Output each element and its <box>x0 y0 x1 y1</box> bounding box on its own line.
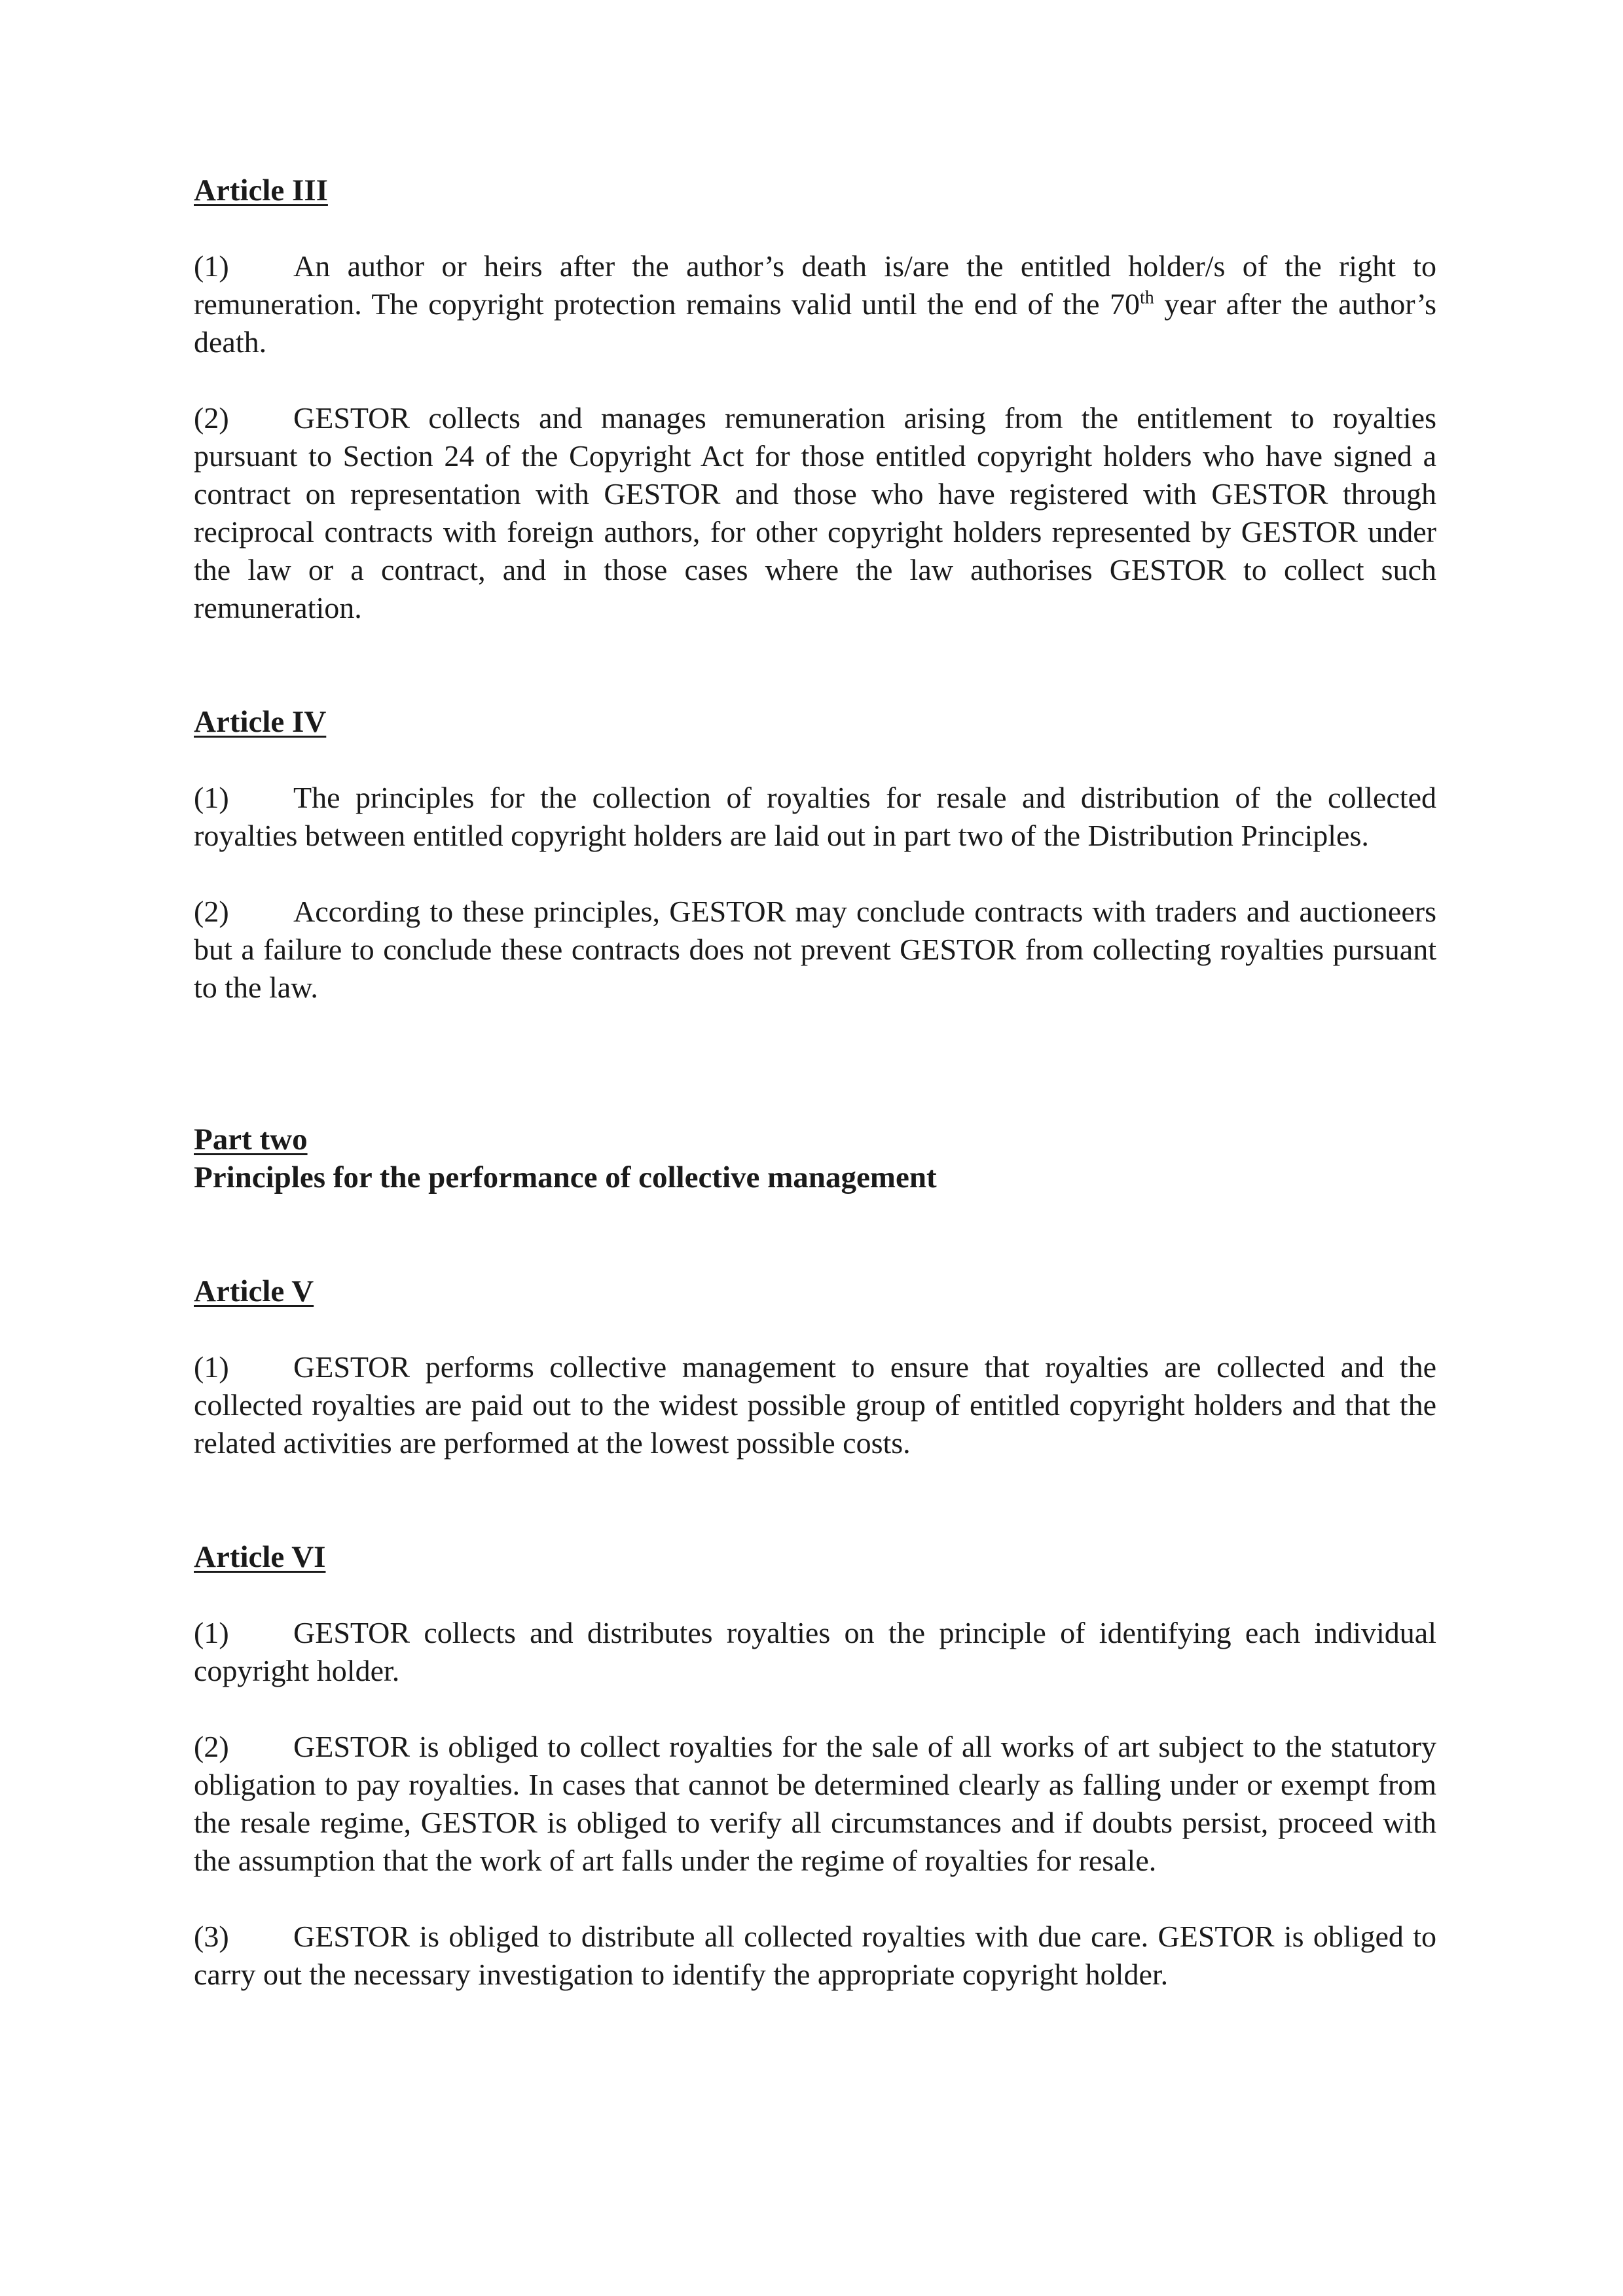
paragraph-number: (1) <box>194 1350 229 1384</box>
article-v-heading: Article V <box>194 1274 314 1308</box>
paragraph-text: According to these principles, GESTOR may conclude contracts with traders and auctioneers but a failure to conclude these contracts does not prevent GESTOR from collecting royalties pursuant to the law. <box>194 895 1436 1004</box>
paragraph-text: GESTOR is obliged to distribute all collected royalties with due care. GESTOR is obliged to carry out the necessary investigation to identify the appropriate copyright holder. <box>194 1920 1436 1991</box>
article-iv-paragraph-1 <box>194 779 1436 855</box>
article-iv-heading: Article IV <box>194 705 327 739</box>
article-vi-paragraph-3 <box>194 1918 1436 1994</box>
article-v-paragraph-1 <box>194 1348 1436 1462</box>
article-iii-paragraph-2 <box>194 399 1436 627</box>
paragraph-text-cont: year after the author’s death. <box>194 287 1437 359</box>
paragraph-text: The principles for the collection of royalties for resale and distribution of the collected royalties between entitled copyright holders are laid out in part two of the Distribution Principles. <box>194 781 1436 852</box>
article-iv-paragraph-2 <box>194 893 1436 1007</box>
article-iii-heading: Article III <box>194 173 328 207</box>
paragraph-number: (3) <box>194 1920 229 1953</box>
paragraph-number: (2) <box>194 1730 229 1763</box>
article-vi-paragraph-2 <box>194 1728 1436 1880</box>
paragraph-number: (1) <box>194 249 229 283</box>
article-vi-paragraph-1 <box>194 1614 1436 1690</box>
paragraph-text: GESTOR collects and distributes royalties on the principle of identifying each individual copyright holder. <box>194 1616 1436 1687</box>
article-vi-heading: Article VI <box>194 1540 326 1574</box>
part-two-subheading: Principles for the performance of collective management <box>194 1160 937 1194</box>
part-two-heading: Part two <box>194 1122 308 1157</box>
document-body <box>194 171 1436 1994</box>
paragraph-number: (2) <box>194 401 229 435</box>
paragraph-text: An author or heirs after the author’s death is/are the entitled holder/s of the right to remuneration. The copyright protection remains valid until the end of the 70 <box>194 249 1436 321</box>
paragraph-number: (1) <box>194 1616 229 1649</box>
paragraph-number: (2) <box>194 895 229 928</box>
paragraph-text: GESTOR performs collective management to ensure that royalties are collected and the collected royalties are paid out to the widest possible group of entitled copyright holders and that the related activities are performed at the lowest possible costs. <box>194 1350 1436 1460</box>
paragraph-text: GESTOR is obliged to collect royalties for the sale of all works of art subject to the statutory obligation to pay royalties. In cases that cannot be determined clearly as falling under or exempt from the resale regime, GESTOR is obliged to verify all circumstances and if doubts persist, proceed with the assumption that the work of art falls under the regime of royalties for resale. <box>194 1730 1436 1877</box>
ordinal-suffix: th <box>1140 287 1154 308</box>
article-iii-paragraph-1 <box>194 247 1436 361</box>
paragraph-text: GESTOR collects and manages remuneration arising from the entitlement to royalties pursuant to Section 24 of the Copyright Act for those entitled copyright holders who have signed a contract on representation with GESTOR and those who have registered with GESTOR through reciprocal contracts with foreign authors, for other copyright holders represented by GESTOR under the law or a contract, and in those cases where the law authorises GESTOR to collect such remuneration. <box>194 401 1436 624</box>
paragraph-number: (1) <box>194 781 229 814</box>
